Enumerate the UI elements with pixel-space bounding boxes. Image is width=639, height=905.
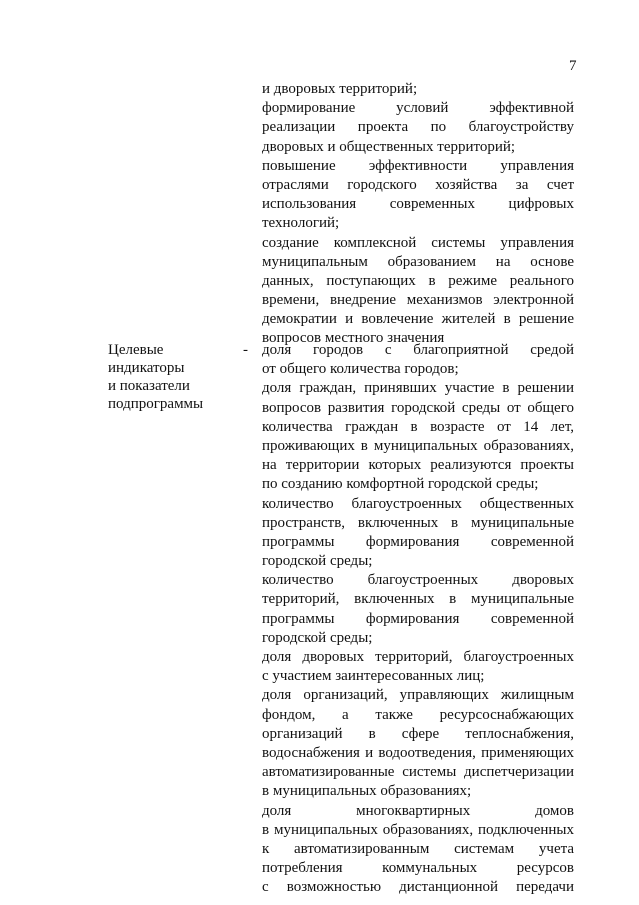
- text-line: демократии и вовлечение жителей в решение: [262, 311, 574, 328]
- text-line: водоснабжения и водоотведения, применяющих: [262, 744, 574, 761]
- text-line: доля организаций, управляющих жилищным: [262, 687, 574, 704]
- text-line: на территории которых реализуются проекты: [262, 457, 574, 474]
- text-line: городской среды;: [262, 629, 373, 646]
- text-line: формирование условий эффективной: [262, 100, 574, 117]
- text-line: повышение эффективности управления: [262, 157, 574, 174]
- continuation-text: [262, 80, 574, 349]
- section-label-line: и показатели: [108, 378, 190, 394]
- page-number: 7: [569, 58, 577, 74]
- text-line: территорий, включенных в муниципальные: [262, 591, 574, 608]
- text-line: в муниципальных образованиях, подключенных: [262, 821, 574, 838]
- text-line: отраслями городского хозяйства за счет: [262, 176, 574, 193]
- text-line: программы формирования современной: [262, 610, 574, 627]
- text-line: времени, внедрение механизмов электронной: [262, 292, 574, 309]
- text-line: доля дворовых территорий, благоустроенных: [262, 649, 574, 665]
- text-line: создание комплексной системы управления: [262, 234, 574, 251]
- text-line: доля многоквартирных домов: [262, 802, 574, 819]
- indicators-text: [262, 341, 574, 897]
- text-line: доля городов с благоприятной средой: [262, 342, 574, 358]
- section-label-line: Целевые: [108, 342, 164, 358]
- text-line: организаций в сфере теплоснабжения,: [262, 725, 574, 742]
- text-line: количества граждан в возрасте от 14 лет,: [262, 418, 574, 435]
- text-line: от общего количества городов;: [262, 361, 459, 378]
- text-line: технологий;: [262, 215, 340, 232]
- text-line: с участием заинтересованных лиц;: [262, 668, 485, 685]
- text-line: автоматизированные системы диспетчеризации: [262, 764, 574, 781]
- text-line: данных, поступающих в режиме реального: [262, 272, 574, 289]
- text-line: количество благоустроенных общественных: [262, 495, 574, 512]
- section-label-line: подпрограммы: [108, 396, 204, 412]
- separator-dash: -: [243, 342, 248, 358]
- text-line: фондом, а также ресурсоснабжающих: [262, 706, 574, 723]
- text-line: реализации проекта по благоустройству: [262, 119, 574, 136]
- text-line: по созданию комфортной городской среды;: [262, 476, 539, 493]
- text-line: потребления коммунальных ресурсов: [262, 860, 574, 877]
- section-label-line: индикаторы: [108, 360, 185, 376]
- text-line: в муниципальных образованиях;: [262, 783, 472, 800]
- text-line: использования современных цифровых: [262, 196, 574, 213]
- text-line: проживающих в муниципальных образованиях,: [262, 437, 574, 454]
- text-line: вопросов развития городской среды от общего: [262, 399, 574, 416]
- text-line: программы формирования современной: [262, 533, 574, 550]
- text-line: муниципальным образованием на основе: [262, 253, 574, 270]
- text-line: дворовых и общественных территорий;: [262, 138, 516, 155]
- section-label: [108, 341, 228, 413]
- text-line: пространств, включенных в муниципальные: [262, 514, 574, 531]
- text-line: городской среды;: [262, 553, 373, 570]
- text-line: с возможностью дистанционной передачи: [262, 879, 574, 896]
- text-line: вопросов местного значения: [262, 330, 445, 347]
- text-line: доля граждан, принявших участие в решении: [262, 380, 574, 397]
- text-line: к автоматизированным системам учета: [262, 840, 574, 857]
- text-line: количество благоустроенных дворовых: [262, 572, 574, 589]
- text-line: и дворовых территорий;: [262, 81, 418, 97]
